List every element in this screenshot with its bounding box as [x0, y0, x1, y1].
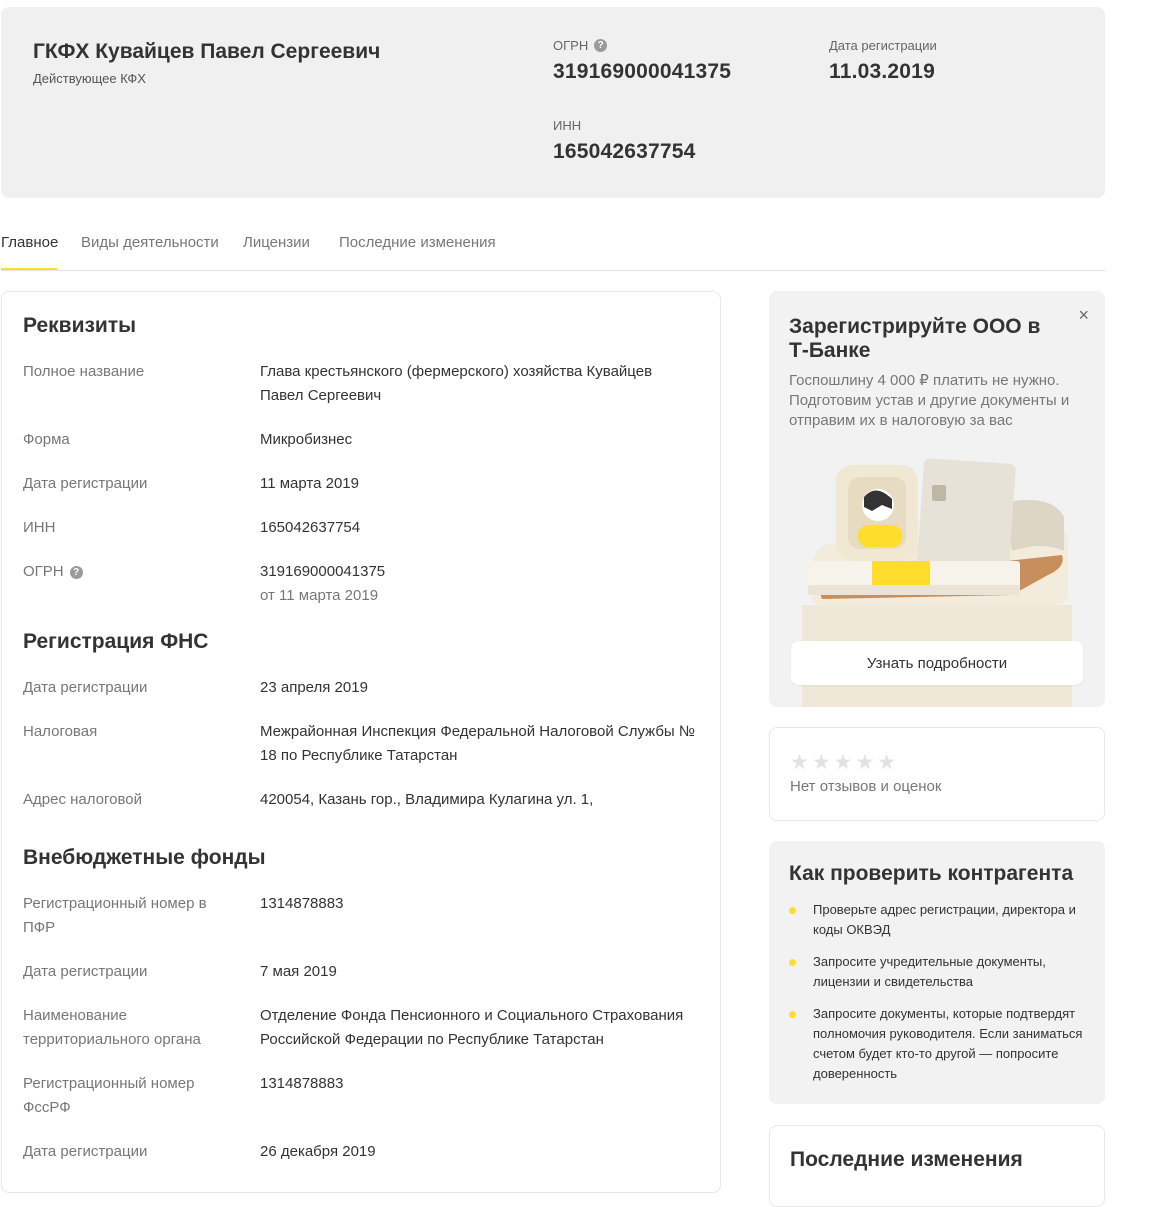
- check-item: Запросите документы, которые подтвердят полномочия руководителя. Если заниматься счетом будет кто-то другой — попросите доверенность: [813, 1006, 1083, 1081]
- reg-date-label: Дата регистрации: [829, 38, 937, 53]
- bullet-icon: [789, 959, 796, 966]
- ogrn-value: [260, 560, 710, 608]
- section-title-fns: Регистрация ФНС: [23, 630, 209, 653]
- promo-title: Зарегистрируйте ООО в Т‑Банке: [789, 315, 1041, 362]
- tab-main[interactable]: Главное: [1, 234, 59, 251]
- tab-licenses[interactable]: Лицензии: [243, 234, 310, 251]
- reg-date-value: 11.03.2019: [829, 60, 935, 83]
- tab-bar: [1, 224, 1105, 271]
- reviews-empty-text: Нет отзывов и оценок: [790, 778, 942, 795]
- fss-number-value: 1314878883: [260, 1075, 344, 1092]
- fss-number-label: Регистрационный номер ФссРФ: [23, 1075, 195, 1116]
- last-changes-card: [769, 1125, 1105, 1207]
- ogrn-value: 319169000041375: [553, 60, 732, 83]
- fss-date-value: 26 декабря 2019: [260, 1143, 376, 1160]
- bullet-icon: [789, 907, 796, 914]
- details-card: [1, 291, 721, 1193]
- ogrn-label-text: ОГРН: [553, 38, 589, 53]
- last-changes-title: Последние изменения: [790, 1148, 1023, 1171]
- territorial-body-label: Наименование территориального органа: [23, 1007, 201, 1048]
- ogrn-label: [553, 38, 607, 53]
- section-title-requisites: Реквизиты: [23, 314, 137, 337]
- tax-office-value: Межрайонная Инспекция Федеральной Налоговой Службы № 18 по Республике Татарстан: [260, 723, 695, 764]
- help-icon[interactable]: ?: [594, 39, 607, 52]
- inn-value: 165042637754: [260, 519, 361, 536]
- tab-last-changes[interactable]: Последние изменения: [339, 234, 496, 251]
- pfr-date-label: Дата регистрации: [23, 963, 148, 980]
- territorial-body-value: Отделение Фонда Пенсионного и Социального Страхования Российской Федерации по Республике Татарстан: [260, 1007, 684, 1048]
- company-status: Действующее КФХ: [33, 71, 146, 86]
- full-name-value: Глава крестьянского (фермерского) хозяйства Кувайцев Павел Сергеевич: [260, 363, 653, 404]
- help-icon[interactable]: ?: [70, 566, 83, 579]
- pfr-number-label: Регистрационный номер в ПФР: [23, 895, 207, 936]
- fss-date-label: Дата регистрации: [23, 1143, 148, 1160]
- form-label: Форма: [23, 431, 70, 448]
- tab-activities[interactable]: Виды деятельности: [81, 234, 219, 251]
- inn-label: ИНН: [23, 519, 56, 536]
- section-title-funds: Внебюджетные фонды: [23, 846, 266, 869]
- close-icon[interactable]: ×: [1078, 305, 1089, 325]
- full-name-label: Полное название: [23, 363, 145, 380]
- rating-stars[interactable]: ★★★★★: [790, 751, 900, 774]
- promo-text: Госпошлину 4 000 ₽ платить не нужно. Подготовим устав и другие документы и отправим их в налоговую за вас: [789, 372, 1070, 429]
- inn-label: ИНН: [553, 118, 582, 133]
- ogrn-label: [23, 560, 233, 584]
- reg-date-label: Дата регистрации: [23, 475, 148, 492]
- fns-reg-date-label: Дата регистрации: [23, 679, 148, 696]
- ogrn-date: от 11 марта 2019: [260, 587, 379, 604]
- pfr-date-value: 7 мая 2019: [260, 963, 337, 980]
- pfr-number-value: 1314878883: [260, 895, 344, 912]
- tax-office-label: Налоговая: [23, 723, 98, 740]
- company-header: [1, 7, 1105, 198]
- ogrn-number: 319169000041375: [260, 563, 386, 580]
- check-item: Запросите учредительные документы, лицензии и свидетельства: [813, 954, 1046, 989]
- company-name: ГКФХ Кувайцев Павел Сергеевич: [33, 40, 381, 63]
- inn-value: 165042637754: [553, 140, 696, 163]
- active-tab-indicator: [1, 268, 57, 270]
- reg-date-value: 11 марта 2019: [260, 475, 359, 492]
- check-item: Проверьте адрес регистрации, директора и коды ОКВЭД: [813, 902, 1076, 937]
- tax-address-value: 420054, Казань гор., Владимира Кулагина ул. 1,: [260, 791, 594, 808]
- ogrn-label-text: ОГРН: [23, 563, 64, 580]
- fns-reg-date-value: 23 апреля 2019: [260, 679, 368, 696]
- tax-address-label: Адрес налоговой: [23, 791, 143, 808]
- reviews-card: [769, 727, 1105, 821]
- form-value: Микробизнес: [260, 431, 353, 448]
- learn-more-button[interactable]: Узнать подробности: [791, 641, 1083, 685]
- check-title: Как проверить контрагента: [789, 862, 1074, 885]
- bullet-icon: [789, 1011, 796, 1018]
- check-counterparty-card: [769, 841, 1105, 1104]
- promo-banner: [769, 291, 1105, 707]
